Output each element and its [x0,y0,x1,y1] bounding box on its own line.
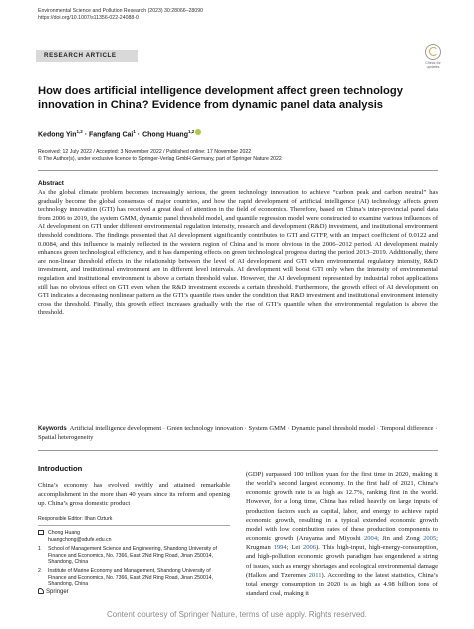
citation-link[interactable]: 1994 [273,544,287,552]
crossmark-icon [425,44,441,60]
footnotes [38,516,230,591]
responsible-editor: Responsible Editor: Ilhan Ozturk [38,516,230,526]
keywords-text: Artificial intelligence development · Green technology innovation · System GMM · Dynamic panel threshold model · Temporal difference · Spatial heterogeneity [38,425,438,441]
courtesy-watermark: Content courtesy of Springer Nature, terms of use apply. Rights reserved. [107,610,367,619]
introduction-heading: Introduction [38,464,83,473]
citation-link[interactable]: 2011 [308,571,322,579]
abstract-text: As the global climate problem becomes increasingly serious, the green technology innovation to achieve “carbon peak and carbon neutral” has gradually become the global consensus of major countries, and how the rapid development of artificial intelligence (AI) technology affects green technology innovation (GTI) has received a great deal of attention in the field of economics. Therefore, based on China’s inter-provincial panel data from 2006 to 2019, the system GMM, dynamic panel threshold model, and quantile regression model were constructed to examine various influences of AI development on GTI under different environmental regulation intensity, research and development (R&D) investment, and institutional environment threshold conditions. The findings presented that AI development significantly contributes to GTI and GTFP, with an impact coefficient of 0.0122 and 0.0084, and this influence is mainly reflected in the western region of China and is more obvious in the 2006–2012 period. AI development mainly enhances green technological efficiency, and it has dampening effects on green technological progress during the period 2013–2019. Additionally, there are non-linear threshold effects in the relationship between the level of AI development and GTI when environmental regulatory intensity, R&D investment, and institutional environment are in different level intervals. AI development will boost GTI only when the intensity of environmental regulation and institutional environment is above a certain threshold value. However, the AI development represented by industrial robot applications still has no obvious effect on GTI even when the R&D investment exceeds a certain threshold. Furthermore, the growth effect of AI development on GTI indicates a decreasing nonlinear pattern as the GTI’s quantile rises under the condition that R&D investment and institutional environment intensity cross the threshold. Finally, this growth effect increases gradually with the rise of GTI’s quantile when the environmental regulation is above the threshold. [38,189,438,317]
author-affiliation-mark: 1 [133,129,136,134]
author-affiliation-mark: 1,2 [76,129,83,134]
copyright-notice: © The Author(s), under exclusive licence to Springer-Verlag GmbH Germany, part of Springer Nature 2022 [38,156,282,162]
divider [38,450,438,451]
intro-text: ; Krugman [246,535,438,552]
abstract-heading: Abstract [38,180,64,187]
citation-link[interactable]: 2004 [364,535,378,543]
author-affiliation-mark: 1,2 [187,129,195,134]
intro-text: ). According to the latest statistics, China’s total energy consumption in 2020 is as high as 4.98 billion tons of standard coal, making it [246,571,438,598]
author-name: Chong Huang [142,131,188,139]
citation-link[interactable]: 2006 [302,544,317,552]
publication-dates [38,149,282,163]
springer-horse-icon [38,588,44,594]
intro-left-column: China’s economy has evolved swiftly and attained remarkable accomplishment in the more than 40 years since its reform and opening up. China’s gross domestic product [38,482,230,508]
keywords-block [38,425,438,442]
journal-citation: Environmental Science and Pollution Research (2023) 30:28066–28090 [38,8,203,14]
check-for-updates-badge[interactable] [419,44,447,69]
intro-text: ; Lei [286,544,303,552]
intro-text: (GDP) surpassed 100 trillion yuan for the first time in 2020, making it the world’s second largest economy. In the first half of 2021, China’s economic growth rate is as high as 12.7%, ranking first in the world. However, for a long time, China has relied heavily on large inputs of production factors such as capital, labor, and energy to achieve rapid economic growth, resulting in a typical extended economic growth model with low contribution rates of these production components to economic growth (Arayama and Miyoshi [246,471,438,543]
citation-link[interactable]: 2005 [423,535,437,543]
contact-name: Chong Huang [48,530,81,537]
intro-right-column [246,470,438,598]
publisher-logo [38,588,69,595]
affiliation-text: Institute of Marine Economy and Management, Shandong University of Finance and Economics, No. 7366, East 2Nd Ring Road, Jinan 250014, Shandong, China [48,568,213,588]
keywords-label: Keywords [38,426,67,432]
author-list: Kedong Yin$^{1,2}$ · Fangfang Cai$^1$ · Chong Huang$^{1,2}$ [38,127,201,139]
affiliation-mark: 1 [38,546,41,553]
affiliation-mark: 2 [38,568,41,575]
contact-email[interactable]: huangchong@sdufe.edu.cn [48,536,112,543]
check-for-updates-label: Check for updates [425,61,441,69]
divider [38,170,438,171]
affiliation [38,546,230,565]
affiliation-text: School of Management Science and Engineering, Shandong University of Finance and Economics, No. 7366, East 2Nd Ring Road, Jinan 250014, Shandong, China [48,546,217,566]
orcid-icon[interactable] [195,129,201,135]
doi-link[interactable]: https://doi.org/10.1007/s11356-022-24088-0 [38,15,139,21]
affiliation [38,568,230,587]
author-name: Kedong Yin [38,131,77,139]
article-type-label: RESEARCH ARTICLE [36,50,138,62]
article-title: How does artificial intelligence development affect green technology innovation in China? Evidence from dynamic panel data analysis [38,85,403,111]
journal-header [38,8,203,22]
author-name: Fangfang Cai [89,131,134,139]
intro-text: ; Jin and Zong [377,535,424,543]
corresponding-author [38,530,230,543]
envelope-icon [38,530,44,535]
history-dates: Received: 12 July 2022 / Accepted: 3 November 2022 / Published online: 17 November 2022 [38,149,252,155]
intro-text: ). This high-input, high-energy-consumption, and high-pollution economic growth paradigm has engendered a string of issues, such as energy shortages and ecological environmental damage (Halkos and Tzeremes [246,544,438,579]
publisher-name: Springer [46,589,69,595]
